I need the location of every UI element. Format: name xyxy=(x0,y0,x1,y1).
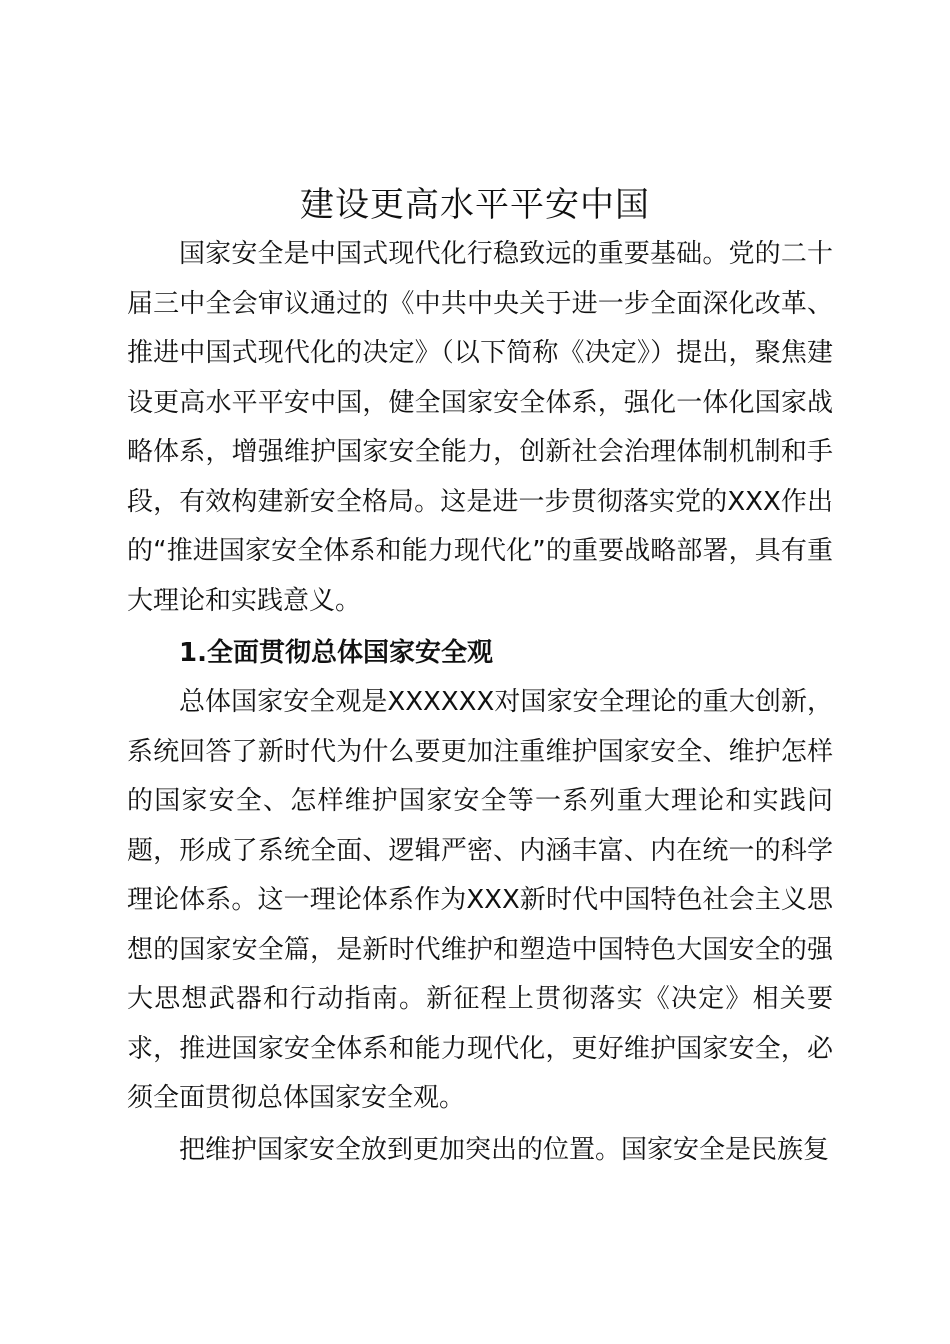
paragraph-intro: 国家安全是中国式现代化行稳致远的重要基础。党的二十届三中全会审议通过的《中共中央关于进一步全面深化改革、推进中国式现代化的决定》（以下简称《决定》）提出，聚焦建设更高水平平安中国，健全国家安全体系，强化一体化国家战略体系，增强维护国家安全能力，创新社会治理体制机制和手段，有效构建新安全格局。这是进一步贯彻落实党的XXX作出的“推进国家安全体系和能力现代化”的重要战略部署，具有重大理论和实践意义。 xyxy=(127,239,833,616)
document-title: 建设更高水平平安中国 xyxy=(300,185,650,225)
paragraph-section-1: 总体国家安全观是XXXXXX对国家安全理论的重大创新，系统回答了新时代为什么要更加注重维护国家安全、维护怎样的国家安全、怎样维护国家安全等一系列重大理论和实践问题，形成了系统全面、逻辑严密、内涵丰富、内在统一的科学理论体系。这一理论体系作为XXX新时代中国特色社会主义思想的国家安全篇，是新时代维护和塑造中国特色大国安全的强大思想武器和行动指南。新征程上贯彻落实《决定》相关要求，推进国家安全体系和能力现代化，更好维护国家安全，必须全面贯彻总体国家安全观。 xyxy=(127,687,833,1113)
section-heading-1: 1.全面贯彻总体国家安全观 xyxy=(179,638,493,668)
paragraph-security-priority: 把维护国家安全放到更加突出的位置。国家安全是民族复 xyxy=(179,1135,830,1165)
